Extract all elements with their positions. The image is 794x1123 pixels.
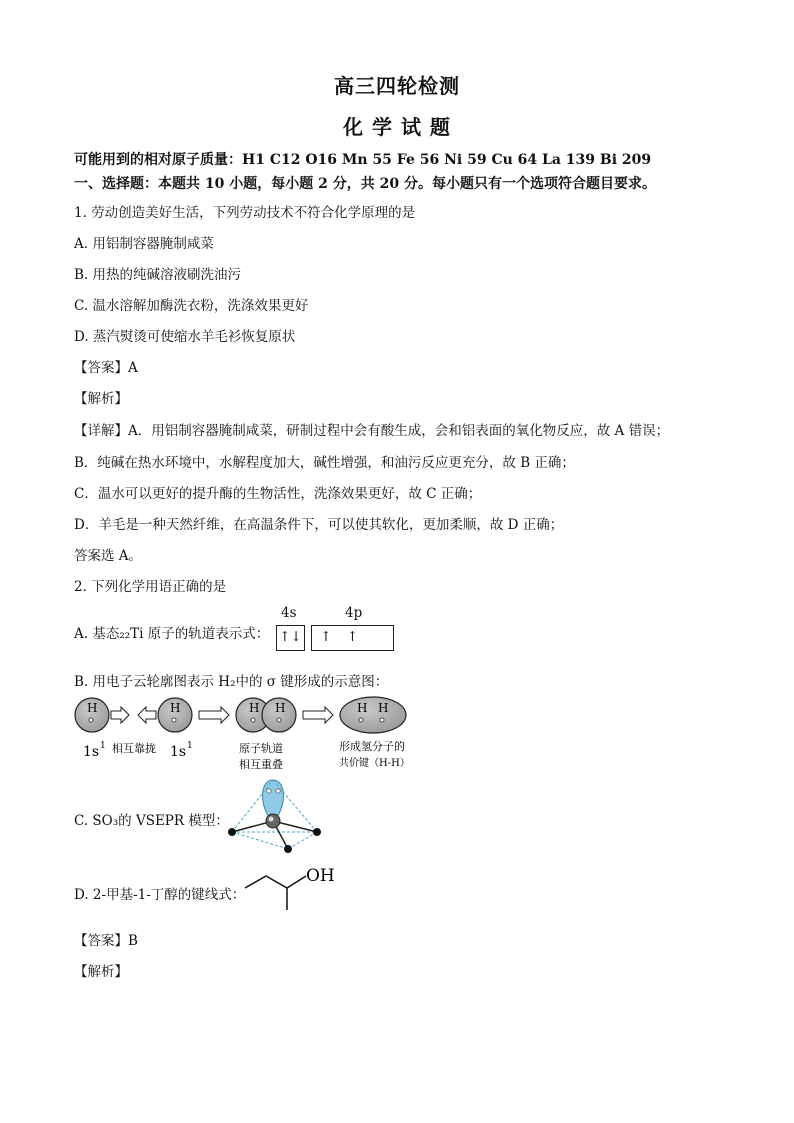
- orbital-box-4p-2: [339, 625, 367, 651]
- caption-bond-2: 共价键（H-H）: [339, 758, 410, 769]
- label-1s: 1s: [83, 744, 100, 760]
- orbital-box-4p-3: [366, 625, 394, 651]
- dashed-edge: [288, 832, 317, 849]
- section-heading: 一、选择题：本题共 10 小题，每小题 2 分，共 20 分。每小题只有一个选项符合题目要求。: [74, 176, 656, 192]
- outer-atom: [284, 845, 292, 853]
- q1-conclusion: 答案选 A。: [74, 548, 143, 564]
- label-4s: 4s: [281, 605, 297, 621]
- atom-label-h: H: [170, 701, 181, 715]
- q1-option-b: B. 用热的纯碱溶液刷洗油污: [74, 267, 242, 283]
- q1-option-d: D. 蒸汽熨烫可使缩水羊毛衫恢复原状: [74, 329, 296, 345]
- lone-pair-electron: [276, 789, 280, 793]
- atom-label-h: H: [275, 701, 286, 715]
- h2-molecule-ellipse: [340, 697, 406, 733]
- arrow-right-icon: [303, 707, 333, 723]
- atom-label-h: H: [357, 701, 368, 715]
- label-1s: 1s: [170, 744, 187, 760]
- atom-label-h: H: [87, 701, 98, 715]
- orbital-box-4s: [276, 625, 305, 651]
- q1-answer: 【答案】A: [74, 360, 138, 376]
- outer-atom: [228, 828, 236, 836]
- q2-option-c: C. SO₃的 VSEPR 模型：: [74, 813, 229, 829]
- arrow-left-icon: [138, 707, 156, 723]
- atom-label-h: H: [378, 701, 389, 715]
- q1-detail-b: B．纯碱在热水环境中，水解程度加大，碱性增强，和油污反应更充分，故 B 正确；: [74, 455, 575, 471]
- q2-analysis-label: 【解析】: [74, 964, 128, 980]
- q1-detail-d: D．羊毛是一种天然纤维，在高温条件下，可以使其软化，更加柔顺，故 D 正确；: [74, 517, 564, 533]
- carbon-chain: [245, 876, 306, 888]
- q1-detail-c: C．温水可以更好的提升酶的生物活性，洗涤效果更好，故 C 正确；: [74, 486, 482, 502]
- lone-pair-electron: [267, 789, 271, 793]
- superscript-1: 1: [187, 741, 193, 751]
- so3-vsepr-model: [220, 775, 330, 860]
- question-2-stem: 2. 下列化学用语正确的是: [74, 579, 227, 595]
- caption-approach: 相互靠拢: [112, 742, 156, 755]
- q1-detail-a: 【详解】A．用铝制容器腌制咸菜，研制过程中会有酸生成，会和铝表面的氧化物反应，故 A 错误；: [74, 423, 670, 439]
- outer-atom: [313, 828, 321, 836]
- sigma-bond-diagram: [60, 690, 420, 780]
- caption-bond-1: 形成氢分子的: [339, 740, 405, 753]
- caption-overlap-1: 原子轨道: [239, 742, 283, 755]
- electron-dot: [89, 718, 93, 722]
- page-title: 高三四轮检测: [334, 74, 460, 98]
- electron-pair-arrows: ↑↓: [279, 629, 302, 645]
- q1-option-c: C. 温水溶解加酶洗衣粉，洗涤效果更好: [74, 298, 309, 314]
- q1-analysis-label: 【解析】: [74, 391, 128, 407]
- atomic-masses-line: 可能用到的相对原子质量：H1 C12 O16 Mn 55 Fe 56 Ni 59 Cu 64 La 139 Bi 209: [74, 152, 652, 168]
- central-atom-highlight: [269, 817, 274, 822]
- caption-overlap-2: 相互重叠: [239, 758, 283, 771]
- electron-arrow: ↑: [320, 629, 332, 645]
- superscript-1: 1: [100, 741, 106, 751]
- central-atom: [266, 814, 280, 828]
- arrow-right-icon: [199, 707, 229, 723]
- electron-dot: [251, 718, 255, 722]
- page-subtitle: 化 学 试 题: [343, 115, 451, 139]
- q1-option-a: A. 用铝制容器腌制咸菜: [74, 236, 214, 252]
- skeletal-formula: [240, 862, 350, 917]
- atom-label-h: H: [249, 701, 260, 715]
- electron-arrow: ↑: [346, 629, 359, 645]
- electron-dot: [380, 718, 384, 722]
- q2-option-d: D. 2-甲基-1-丁醇的键线式：: [74, 887, 246, 903]
- label-4p: 4p: [345, 605, 363, 621]
- question-1-stem: 1. 劳动创造美好生活，下列劳动技术不符合化学原理的是: [74, 205, 416, 221]
- q2-answer: 【答案】B: [74, 933, 138, 949]
- q2-option-a: A. 基态₂₂Ti 原子的轨道表示式：: [74, 626, 270, 642]
- arrow-right-icon: [111, 707, 129, 723]
- orbital-box-4p-1: [311, 625, 341, 651]
- hydroxyl-label: OH: [306, 866, 335, 886]
- electron-dot: [359, 718, 363, 722]
- electron-dot: [172, 718, 176, 722]
- q2-option-b: B. 用电子云轮廓图表示 H₂中的 σ 键形成的示意图：: [74, 674, 389, 690]
- electron-dot: [277, 718, 281, 722]
